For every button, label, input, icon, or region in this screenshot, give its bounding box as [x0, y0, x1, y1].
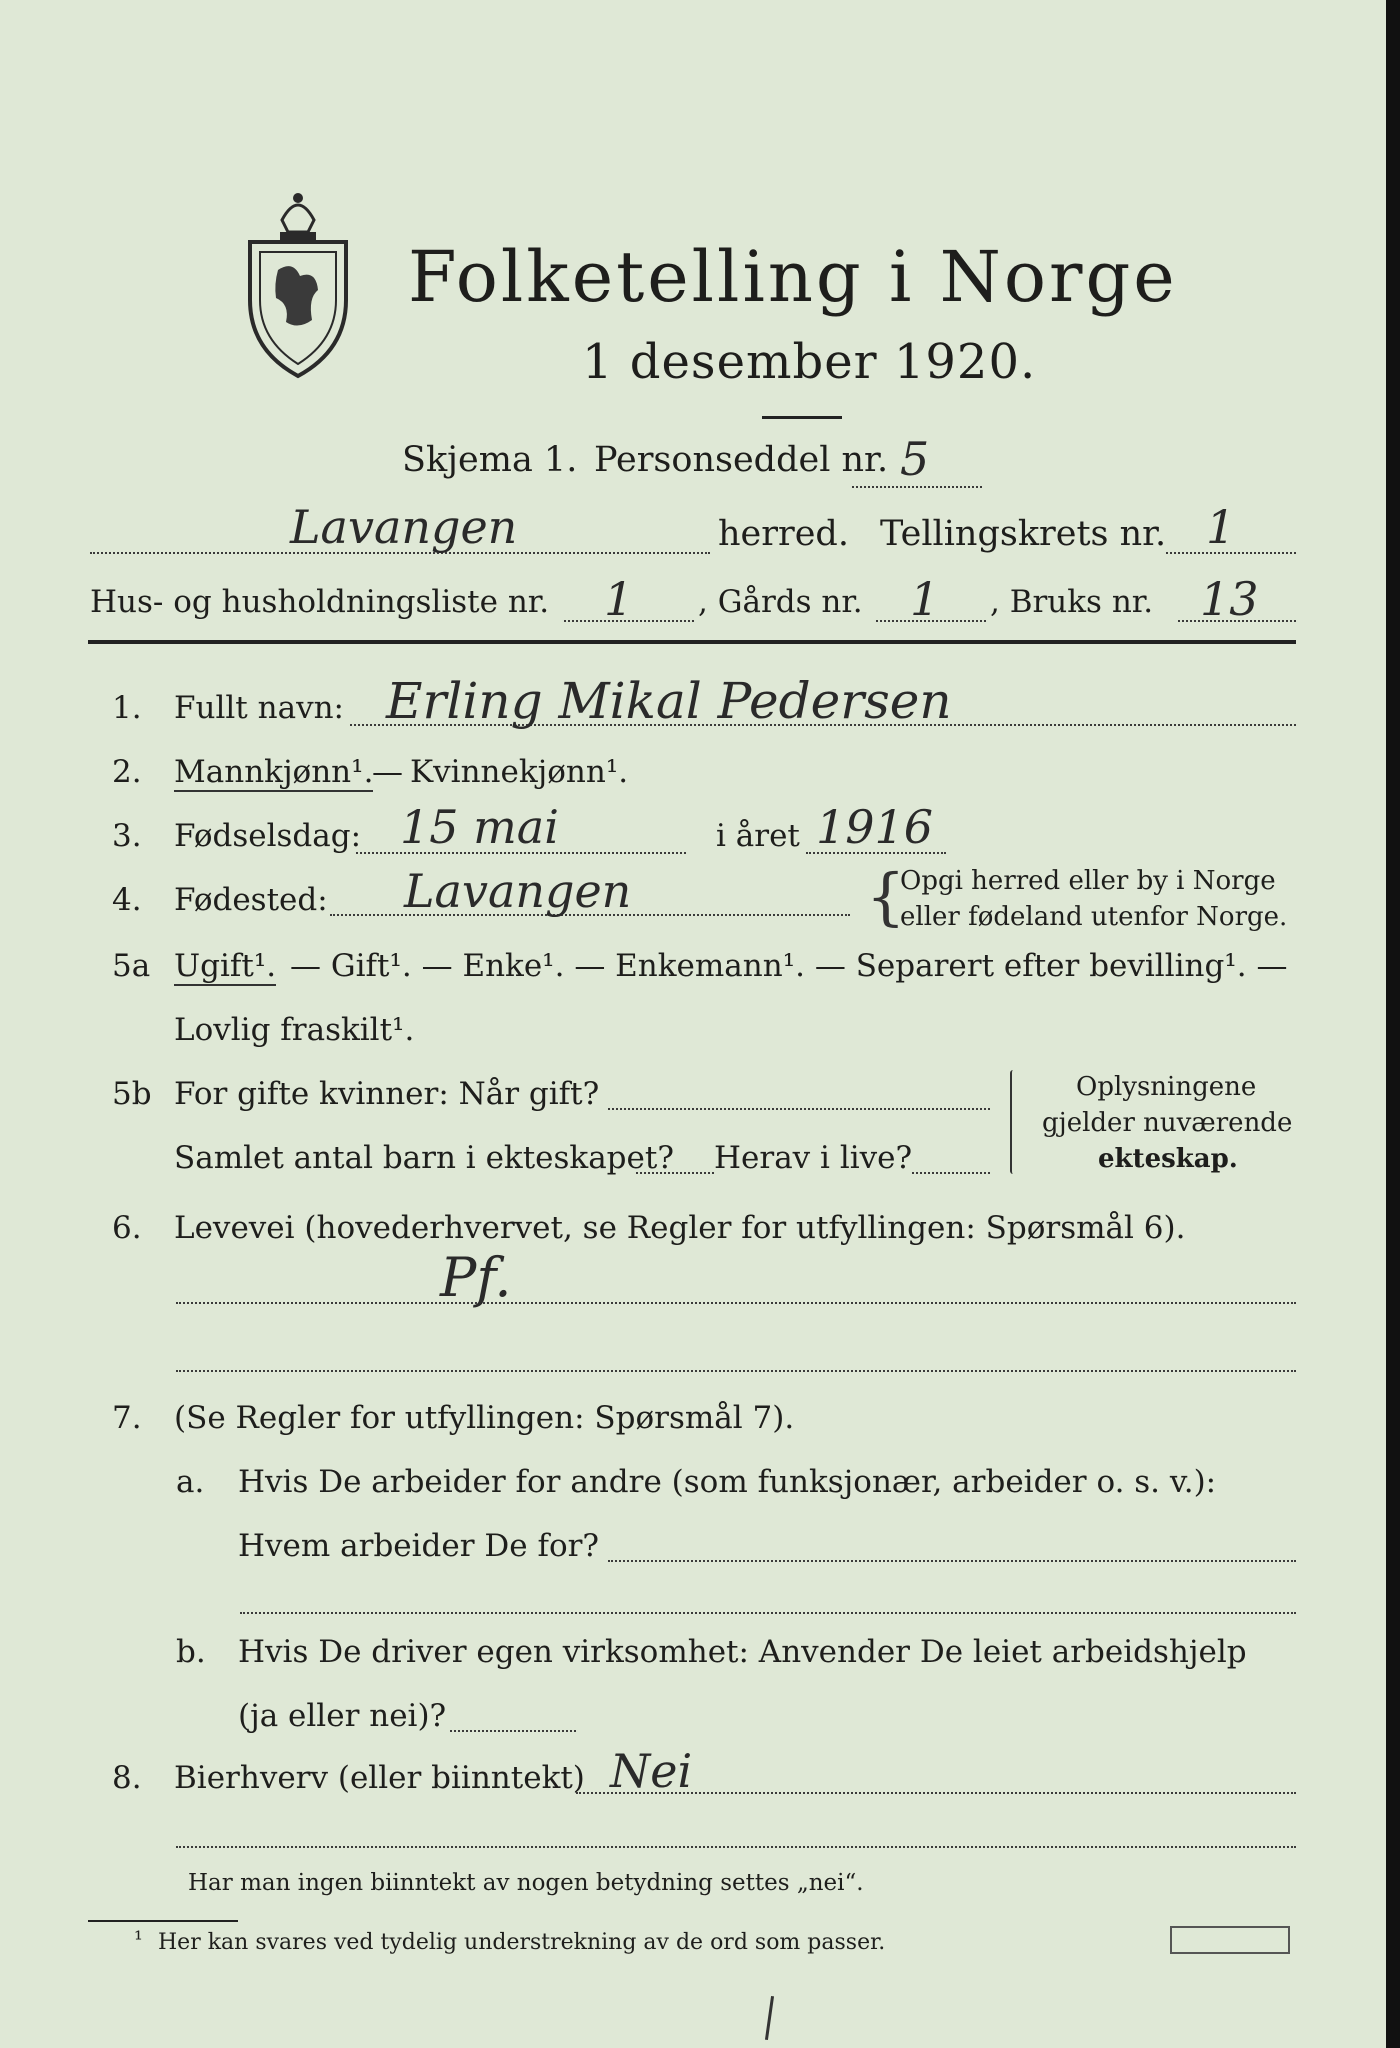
- herred-label: herred.: [718, 514, 849, 554]
- schema-label: Skjema 1.: [402, 440, 578, 480]
- q7-number: 7.: [112, 1400, 142, 1436]
- q5a-line-2: Lovlig fraskilt¹.: [174, 1012, 415, 1048]
- q4-label: Fødested:: [174, 882, 328, 918]
- herred-value: Lavangen: [290, 500, 518, 554]
- gards-value: 1: [910, 572, 940, 626]
- q1-number: 1.: [112, 690, 142, 726]
- q7a-extra-line: [240, 1612, 1296, 1614]
- footer-note: Har man ingen biinntekt av nogen betydning settes „nei“.: [188, 1870, 864, 1896]
- q6-value: Pf.: [440, 1246, 512, 1309]
- footnote-mark: ¹: [134, 1928, 143, 1953]
- q7b-line-2: (ja eller nei)?: [238, 1698, 447, 1734]
- q5a-number: 5a: [112, 948, 151, 984]
- q4-brace: {: [866, 860, 906, 933]
- q4-note-line-2: eller fødeland utenfor Norge.: [900, 902, 1288, 932]
- q2-number: 2.: [112, 754, 142, 790]
- q5b-alive-line: [912, 1172, 990, 1174]
- show-through-text: [960, 108, 968, 136]
- q3-value: 15 mai: [400, 800, 559, 854]
- q8-number: 8.: [112, 1760, 142, 1796]
- bruks-label: , Bruks nr.: [990, 584, 1154, 620]
- q5b-alive-label: Herav i live?: [714, 1140, 913, 1176]
- q3-year-label: i året: [716, 818, 800, 854]
- personseddel-value: 5: [900, 432, 930, 486]
- q6-number: 6.: [112, 1210, 142, 1246]
- bruks-value: 13: [1200, 572, 1259, 626]
- q5b-children-label: Samlet antal barn i ekteskapet?: [174, 1140, 674, 1176]
- hus-value: 1: [604, 572, 634, 626]
- q3-label: Fødselsdag:: [174, 818, 362, 854]
- title-divider: [762, 416, 842, 419]
- q5b-number: 5b: [112, 1076, 152, 1112]
- q4-number: 4.: [112, 882, 142, 918]
- q7a-employer-line: [608, 1560, 1296, 1562]
- q7b-letter: b.: [176, 1634, 206, 1670]
- personseddel-line: [852, 486, 982, 488]
- pen-mark: [765, 1996, 774, 2040]
- q6-label: Levevei (hovederhvervet, se Regler for utfyllingen: Spørsmål 6).: [174, 1210, 1186, 1246]
- form-title: Folketelling i Norge: [408, 236, 1178, 318]
- q4-value: Lavangen: [404, 864, 632, 918]
- q5b-note-1: Oplysningene: [1076, 1072, 1257, 1102]
- footnote-rule: [88, 1920, 238, 1922]
- gards-label: , Gårds nr.: [698, 584, 863, 620]
- scan-edge: [1386, 0, 1400, 2048]
- footnote-text: Her kan svares ved tydelig understrekning av de ord som passer.: [158, 1930, 886, 1955]
- tellingskrets-label: Tellingskrets nr.: [880, 514, 1167, 554]
- q5b-label: For gifte kvinner: Når gift?: [174, 1076, 600, 1112]
- printer-stamp: [1170, 1926, 1290, 1954]
- header-rule: [88, 640, 1296, 644]
- q3-number: 3.: [112, 818, 142, 854]
- q6-line-2: [176, 1370, 1296, 1372]
- q8-line-2: [176, 1846, 1296, 1848]
- q4-note-line-1: Opgi herred eller by i Norge: [900, 866, 1276, 896]
- q5b-note-3: ekteskap.: [1098, 1144, 1238, 1174]
- q7a-letter: a.: [176, 1464, 205, 1500]
- personseddel-label: Personseddel nr.: [594, 440, 889, 480]
- q1-value: Erling Mikal Pedersen: [386, 672, 952, 730]
- q5a-ugift: Ugift¹.: [174, 948, 277, 984]
- census-date: 1 desember 1920.: [582, 334, 1037, 390]
- q7a-line-2: Hvem arbeider De for?: [238, 1528, 600, 1564]
- q7b-answer-line: [450, 1730, 576, 1732]
- q8-label: Bierhverv (eller biinntekt): [174, 1760, 585, 1796]
- q1-label: Fullt navn:: [174, 690, 344, 726]
- q5b-married-line: [608, 1108, 990, 1110]
- q5b-note-2: gjelder nuværende: [1042, 1108, 1293, 1138]
- q7b-label: Hvis De driver egen virksomhet: Anvender De leiet arbeidshjelp: [238, 1634, 1247, 1670]
- q2-male: Mannkjønn¹.: [174, 754, 374, 790]
- q6-line-1: [176, 1302, 1296, 1304]
- hus-label: Hus- og husholdningsliste nr.: [90, 584, 550, 620]
- q5b-children-line: [636, 1172, 714, 1174]
- q5a-options: — Gift¹. — Enke¹. — Enkemann¹. — Separert efter bevilling¹. —: [290, 948, 1288, 984]
- coat-of-arms-icon: [238, 180, 358, 380]
- q2-female: Kvinnekjønn¹.: [410, 754, 629, 790]
- q8-value: Nei: [610, 1744, 693, 1798]
- q7a-label: Hvis De arbeider for andre (som funksjonær, arbeider o. s. v.):: [238, 1464, 1217, 1500]
- q3-year-value: 1916: [816, 800, 934, 854]
- tellingskrets-value: 1: [1206, 500, 1236, 554]
- q5b-bracket: [1010, 1070, 1016, 1174]
- q7-label: (Se Regler for utfyllingen: Spørsmål 7).: [174, 1400, 795, 1436]
- q2-separator: —: [372, 754, 403, 790]
